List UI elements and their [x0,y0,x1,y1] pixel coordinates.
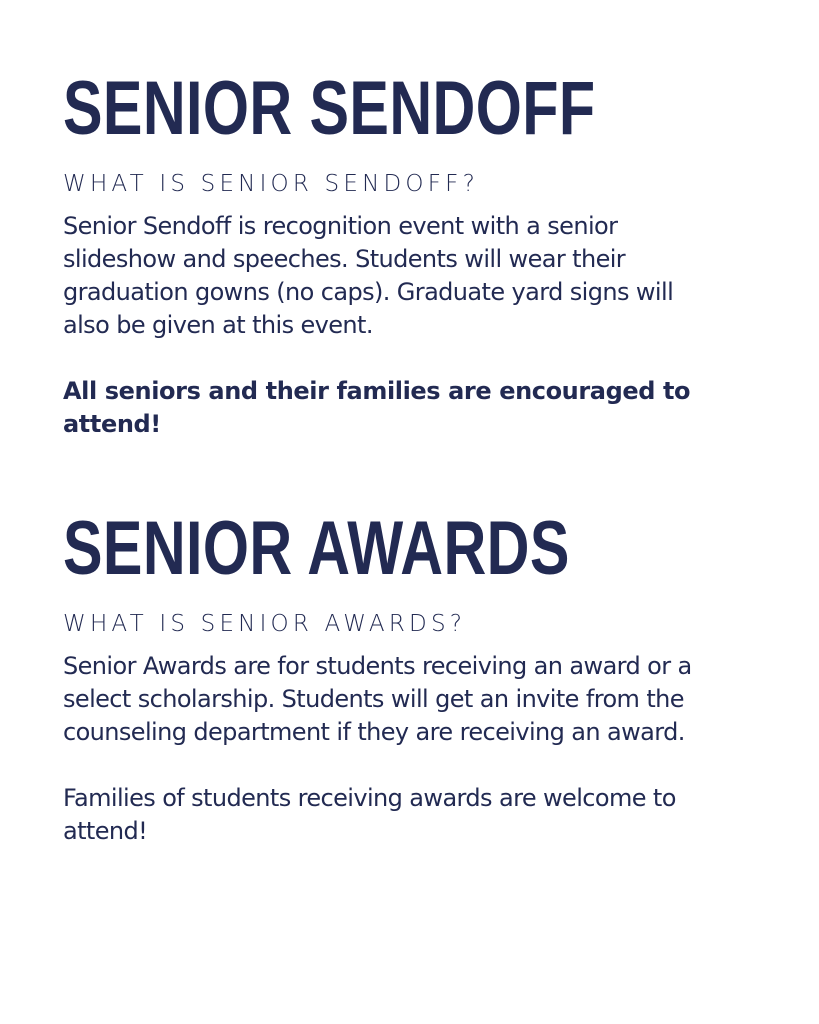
senior-awards-description: Senior Awards are for students receiving an award or a select scholarship. Students will get an invite from the counseling department if they are receiving an award. [63,652,692,746]
senior-sendoff-section [63,68,743,441]
senior-sendoff-title: SENIOR SENDOFF [63,66,596,151]
senior-awards-subtitle: WHAT IS SENIOR AWARDS? [63,611,467,637]
senior-awards-note: Families of students receiving awards are welcome to attend! [63,784,676,845]
senior-sendoff-description: Senior Sendoff is recognition event with a senior slideshow and speeches. Students will wear their graduation gowns (no caps). Graduate yard signs will also be given at this event. [63,212,674,339]
senior-awards-section [63,508,743,848]
senior-awards-title: SENIOR AWARDS [63,506,570,591]
senior-sendoff-subtitle: WHAT IS SENIOR SENDOFF? [63,171,479,197]
senior-sendoff-note: All seniors and their families are encouraged to attend! [63,377,691,438]
